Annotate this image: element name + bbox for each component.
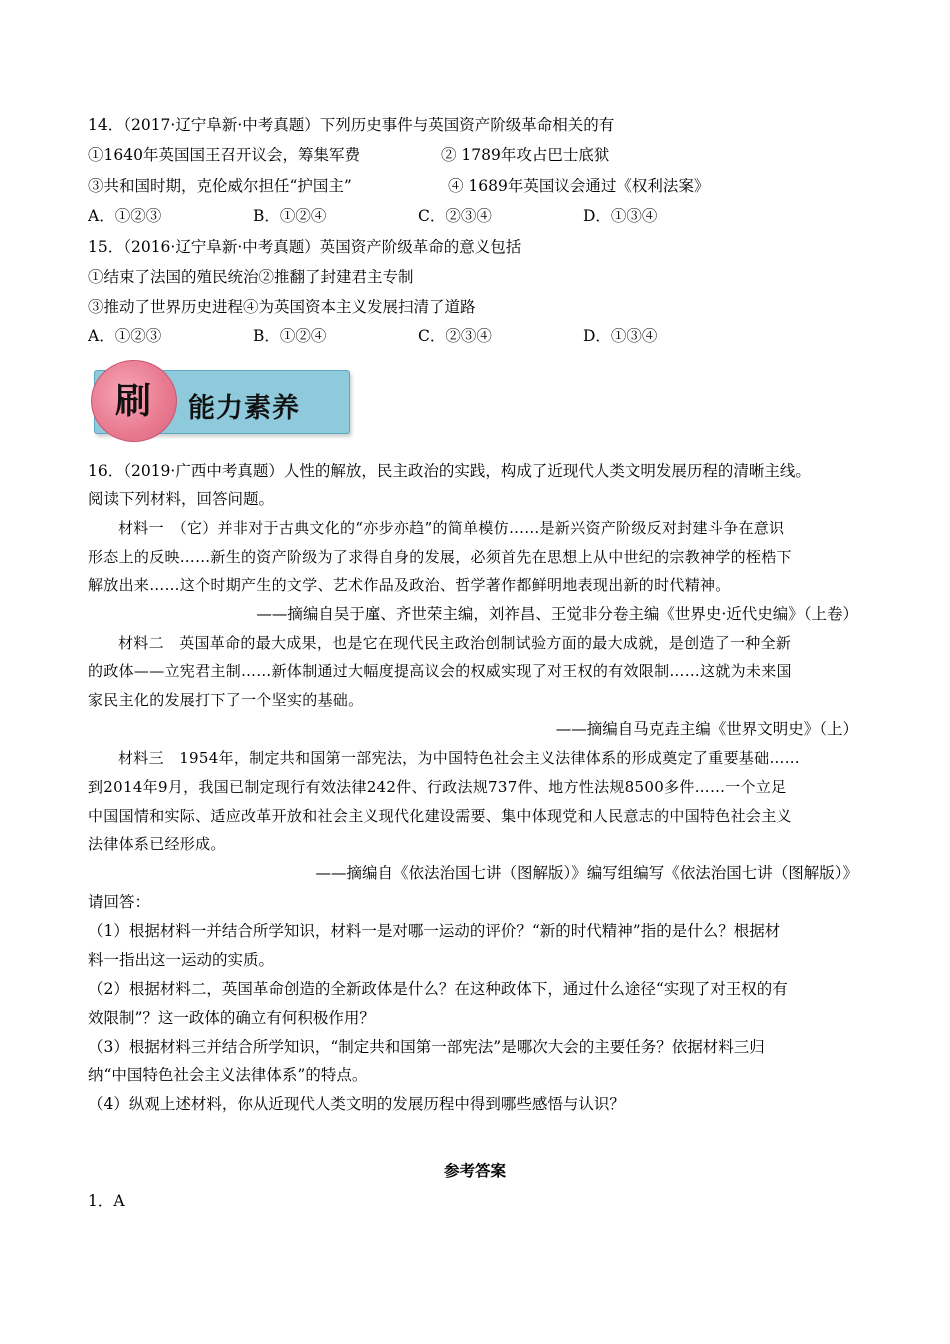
q14-option-4: ④ 1689年英国议会通过《权利法案》	[448, 177, 710, 195]
q15-choice-d: D．①③④	[583, 327, 658, 345]
q15-stem: 15．（2016·辽宁阜新·中考真题）英国资产阶级革命的意义包括	[88, 238, 522, 256]
q14-option-2: ② 1789年攻占巴士底狱	[441, 146, 610, 164]
q14-choice-a: A．①②③	[88, 207, 162, 225]
answer-1: 1．A	[88, 1192, 125, 1210]
q14-stem: 14．（2017·辽宁阜新·中考真题）下列历史事件与英国资产阶级革命相关的有	[88, 116, 615, 134]
material-2-line-2: 的政体——立宪君主制……新体制通过大幅度提高议会的权威实现了对王权的有效限制……这就为未来国	[88, 662, 792, 680]
material-3-line-4: 法律体系已经形成。	[88, 835, 226, 853]
material-3-line-2: 到2014年9月，我国已制定现行有效法律242件、行政法规737件、地方性法规8500多件……一个立足	[88, 778, 787, 796]
q16-sub-2-line-2: 效限制”？这一政体的确立有何积极作用？	[88, 1009, 375, 1027]
q16-sub-1-line-2: 料一指出这一运动的实质。	[88, 951, 275, 969]
q14-option-1: ①1640年英国国王召开议会，筹集军费	[88, 146, 360, 164]
q15-choice-a: A．①②③	[88, 327, 162, 345]
q16-ask: 请回答：	[88, 893, 151, 911]
q16-stem-line-2: 阅读下列材料，回答问题。	[88, 490, 275, 508]
material-2-line-1: 材料二 英国革命的最大成果，也是它在现代民主政治创制试验方面的最大成就，是创造了一种全新	[118, 634, 792, 652]
q15-choice-c: C．②③④	[418, 327, 492, 345]
q15-choice-b: B．①②④	[253, 327, 327, 345]
q16-sub-3-line-2: 纳“中国特色社会主义法律体系”的特点。	[88, 1066, 368, 1084]
q15-statement-2: ③推动了世界历史进程④为英国资本主义发展扫清了道路	[88, 298, 476, 316]
q14-option-3: ③共和国时期，克伦威尔担任“护国主”	[88, 177, 352, 195]
material-1-line-3: 解放出来……这个时期产生的文学、艺术作品及政治、哲学著作都鲜明地表现出新的时代精神。	[88, 576, 731, 594]
answers-title: 参考答案	[443, 1161, 506, 1180]
material-3-line-3: 中国国情和实际、适应改革开放和社会主义现代化建设需要、集中体现党和人民意志的中国特色社会主义	[88, 807, 792, 825]
banner-badge-char: 刷	[114, 381, 151, 422]
material-3-line-1: 材料三 1954年，制定共和国第一部宪法，为中国特色社会主义法律体系的形成奠定了重要基础……	[118, 749, 800, 767]
material-2-line-3: 家民主化的发展打下了一个坚实的基础。	[88, 691, 364, 709]
q14-choice-d: D．①③④	[583, 207, 658, 225]
material-2-source: ——摘编自马克垚主编《世界文明史》（上）	[555, 720, 858, 738]
banner-title: 能力素养	[188, 393, 300, 424]
material-1-line-1: 材料一 （它）并非对于古典文化的“亦步亦趋”的简单模仿……是新兴资产阶级反对封建斗争在意识	[118, 519, 785, 537]
material-1-line-2: 形态上的反映……新生的资产阶级为了求得自身的发展，必须首先在思想上从中世纪的宗教神学的桎梏下	[88, 548, 792, 566]
q14-choice-b: B．①②④	[253, 207, 327, 225]
q16-stem-line-1: 16．（2019·广西中考真题）人性的解放，民主政治的实践，构成了近现代人类文明发展历程的清晰主线。	[88, 462, 811, 480]
material-3-source: ——摘编自《依法治国七讲（图解版）》编写组编写《依法治国七讲（图解版）》	[315, 864, 858, 882]
q16-sub-2-line-1: （2）根据材料二，英国革命创造的全新政体是什么？在这种政体下，通过什么途径“实现了对王权的有	[88, 980, 788, 998]
q16-sub-1-line-1: （1）根据材料一并结合所学知识，材料一是对哪一运动的评价？“新的时代精神”指的是什么？根据材	[88, 922, 781, 940]
q16-sub-4: （4）纵观上述材料，你从近现代人类文明的发展历程中得到哪些感悟与认识？	[88, 1095, 625, 1113]
material-1-source: ——摘编自吴于廑、齐世荣主编，刘祚昌、王觉非分卷主编《世界史·近代史编》（上卷）	[256, 605, 858, 623]
q15-statement-1: ①结束了法国的殖民统治②推翻了封建君主专制	[88, 268, 414, 286]
section-banner	[88, 358, 350, 442]
q16-sub-3-line-1: （3）根据材料三并结合所学知识，“制定共和国第一部宪法”是哪次大会的主要任务？依据材料三归	[88, 1038, 765, 1056]
q14-choice-c: C．②③④	[418, 207, 492, 225]
